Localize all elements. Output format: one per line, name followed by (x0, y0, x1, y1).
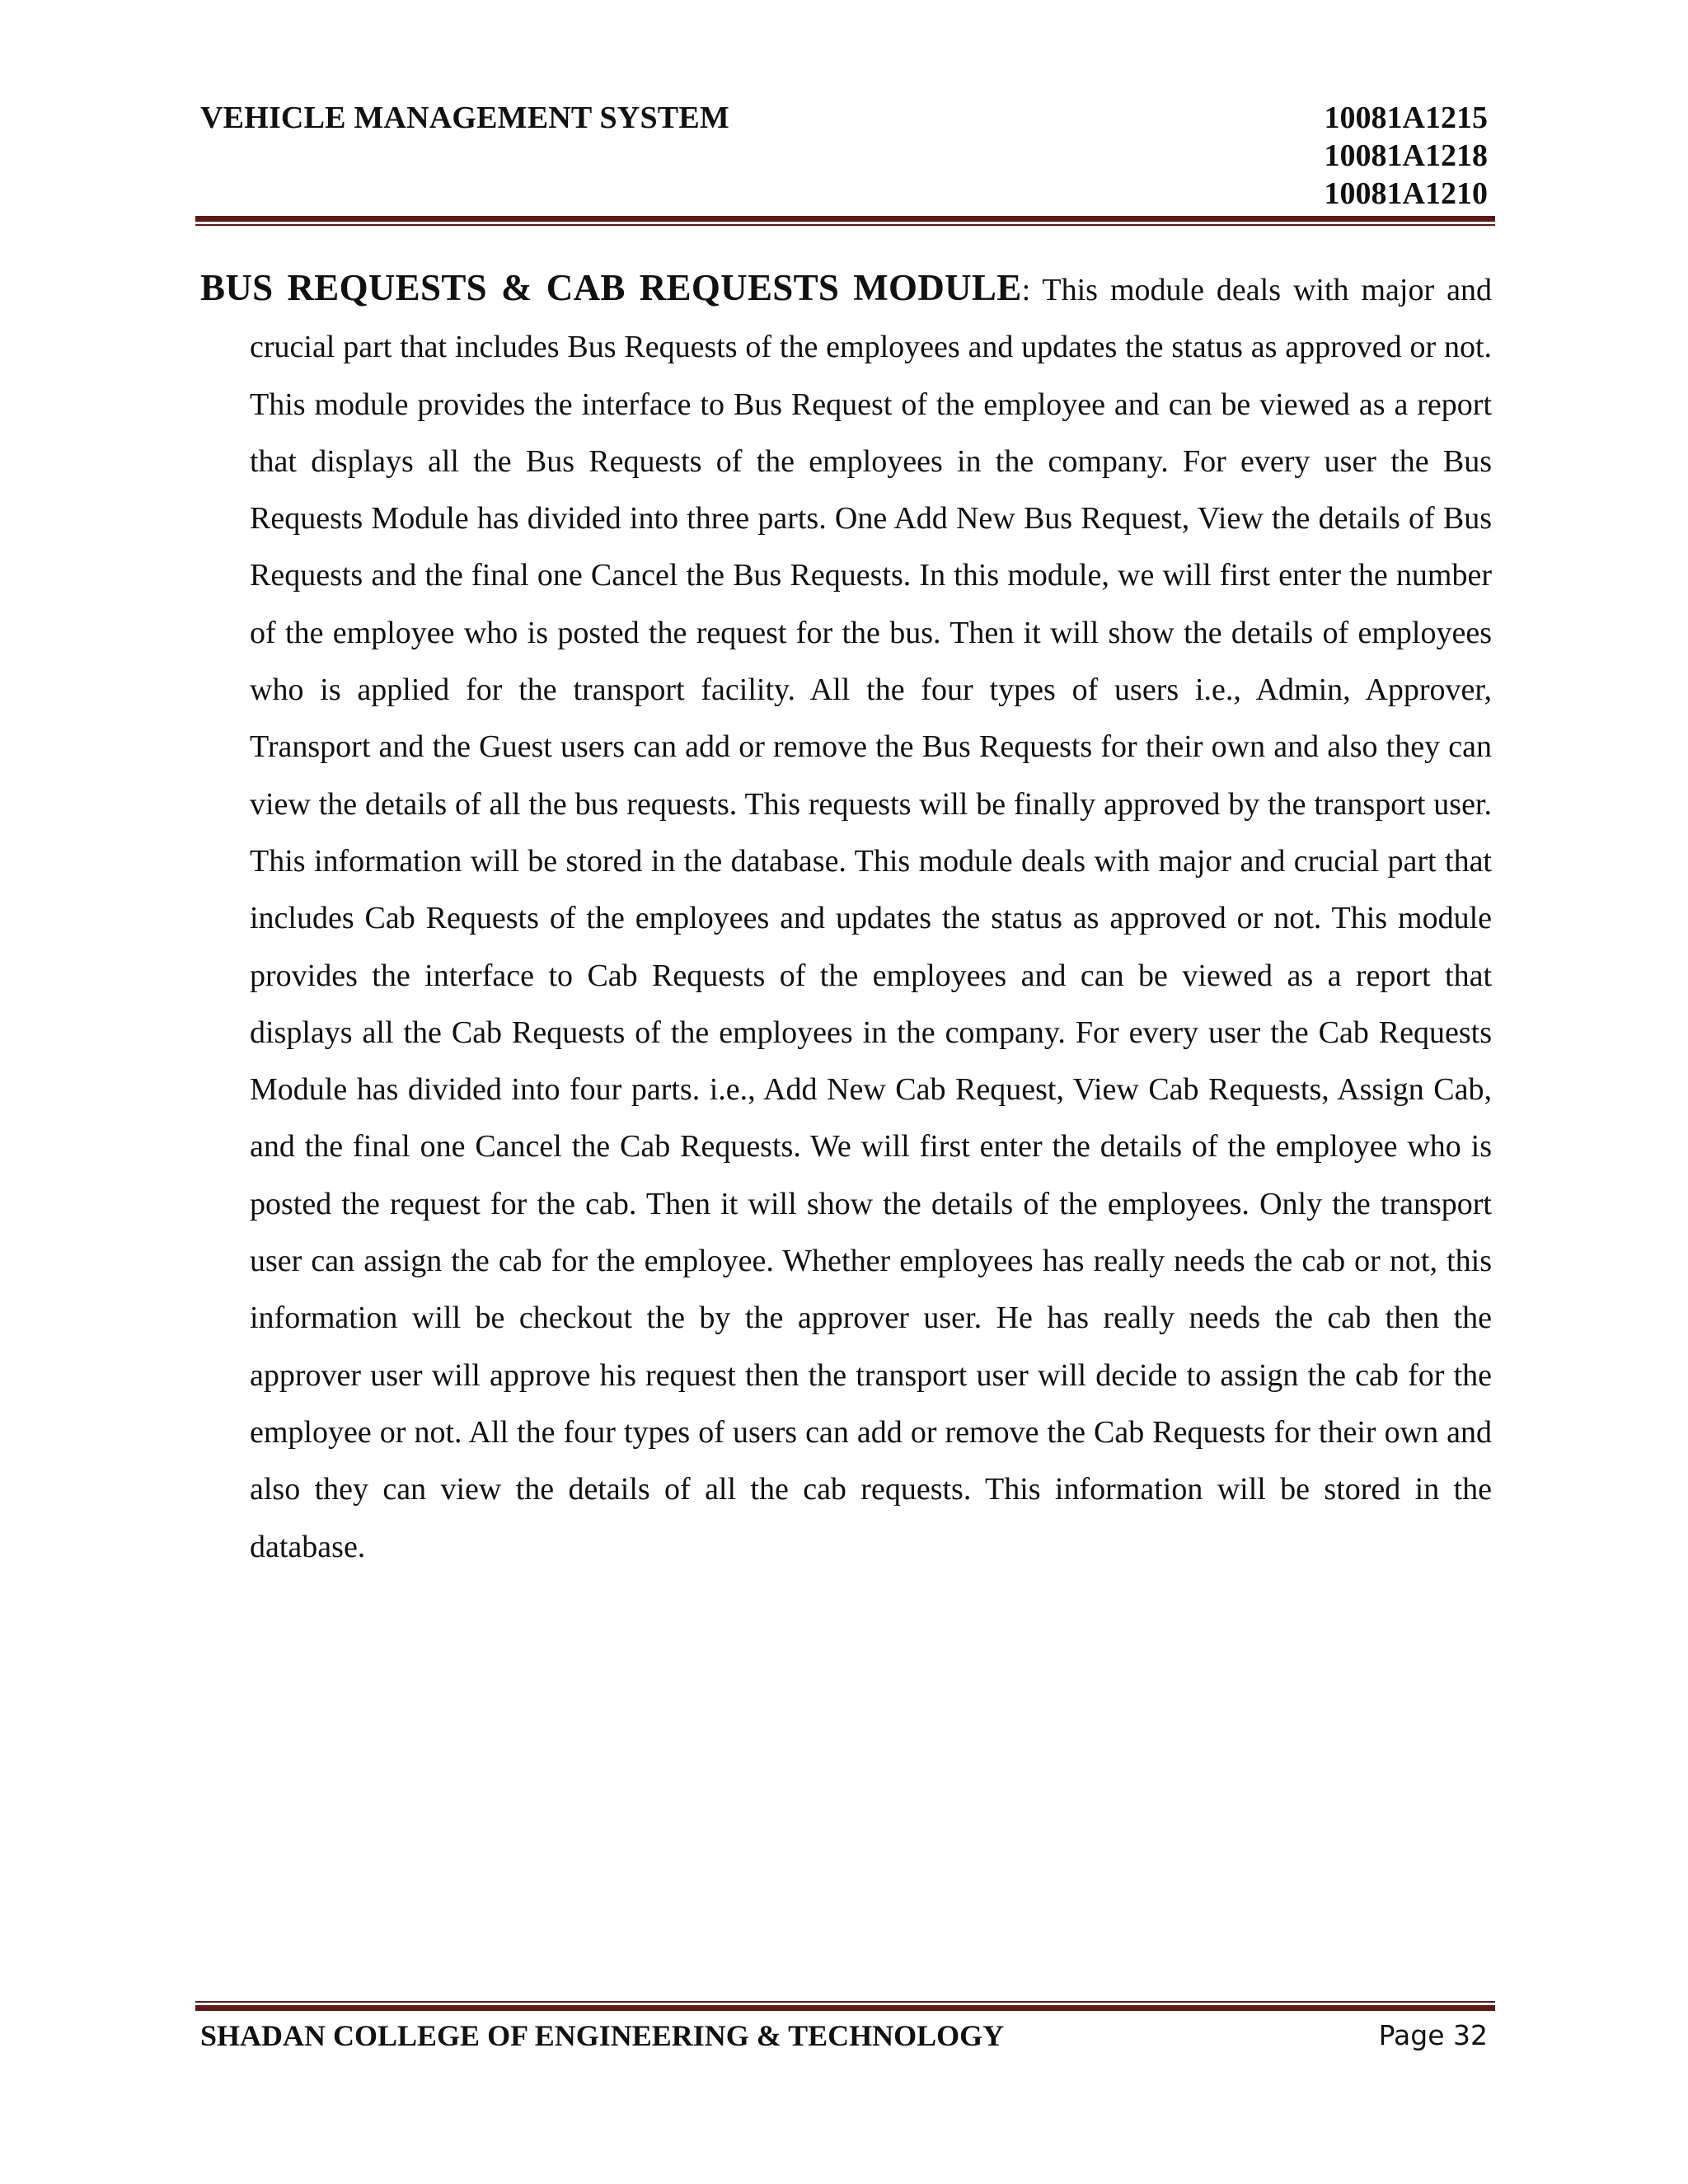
footer-college-name: SHADAN COLLEGE OF ENGINEERING & TECHNOLOGY (200, 2019, 1005, 2052)
heading-separator: : (1021, 273, 1031, 307)
roll-number: 10081A1218 (1324, 138, 1488, 173)
section-heading: BUS REQUESTS & CAB REQUESTS MODULE (200, 267, 1022, 308)
page-number: Page 32 (1378, 2019, 1488, 2051)
roll-numbers (1158, 99, 1488, 213)
roll-number: 10081A1215 (1324, 101, 1488, 135)
section-paragraph (200, 260, 1492, 1576)
document-title: VEHICLE MANAGEMENT SYSTEM (200, 101, 729, 135)
header-divider (195, 216, 1495, 226)
section-body: This module deals with major and crucial part that includes Bus Requests of the employees and updates the status as approved or not. This module provides the interface to Bus Request of the employee and can be viewed as a report that displays all the Bus Requests of the employees in the company. For every user the Bus Requests Module has divided into three parts. One Add New Bus Request, View the details of Bus Requests and the final one Cancel the Bus Requests. In this module, we will first enter the number of the employee who is posted the request for the bus. Then it will show the details of employees who is applied for the transport facility. All the four types of users i.e., Admin, Approver, Transport and the Guest users can add or remove the Bus Requests for their own and also they can view the details of all the bus requests. This requests will be finally approved by the transport user. This information will be stored in the database. This module deals with major and crucial part that includes Cab Requests of the employees and updates the status as approved or not. This module provides the interface to Cab Requests of the employees and can be viewed as a report that displays all the Cab Requests of the employees in the company. For every user the Cab Requests Module has divided into four parts. i.e., Add New Cab Request, View Cab Requests, Assign Cab, and the final one Cancel the Cab Requests. We will first enter the details of the employee who is posted the request for the cab. Then it will show the details of the employees. Only the transport user can assign the cab for the employee. Whether employees has really needs the cab or not, this information will be checkout the by the approver user. He has really needs the cab then the approver user will approve his request then the transport user will decide to assign the cab for the employee or not. All the four types of users can add or remove the Cab Requests for their own and also they can view the details of all the cab requests. This information will be stored in the database. (250, 273, 1492, 1564)
roll-number: 10081A1210 (1324, 176, 1488, 211)
footer-divider (195, 2001, 1495, 2011)
